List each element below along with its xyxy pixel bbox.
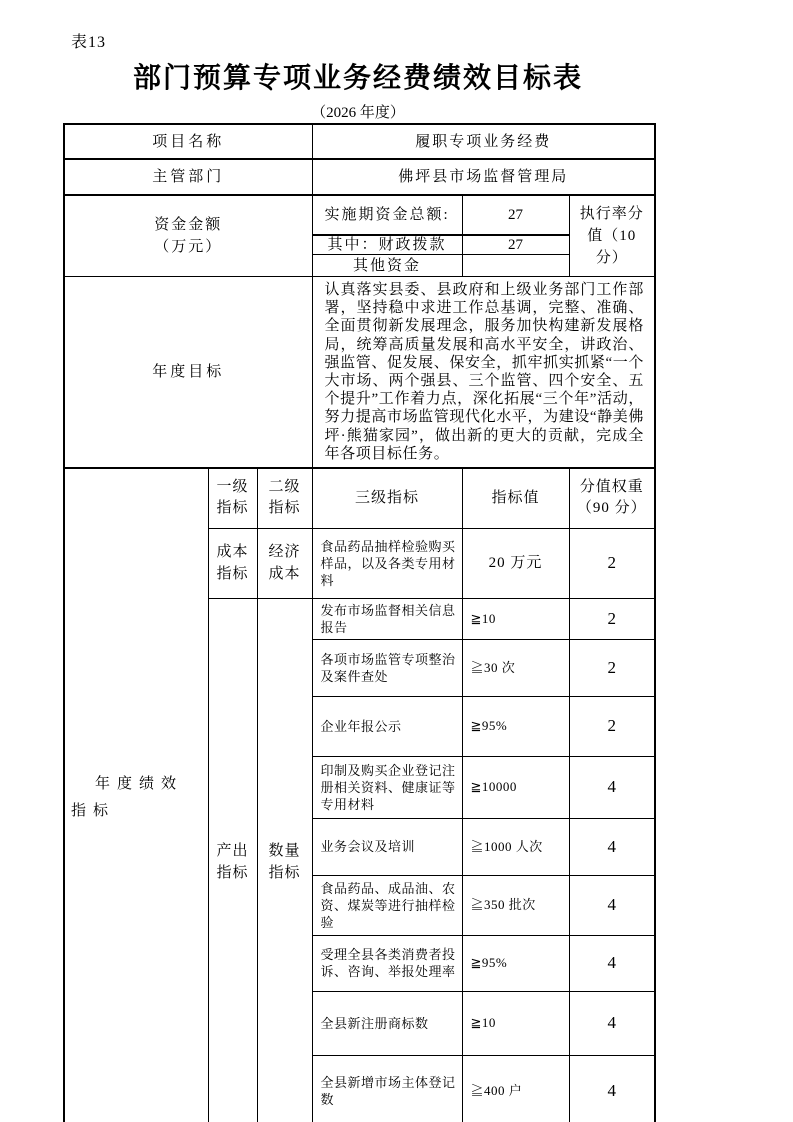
indicator-weight: 4 — [569, 818, 655, 875]
indicator-value: ≧95% — [462, 696, 569, 756]
execution-rate-score-label — [569, 195, 655, 277]
annual-goal-text: 认真落实县委、县政府和上级业务部门工作部署，坚持稳中求进工作总基调，完整、准确、全面贯彻新发展理念，服务加快构建新发展格局，统筹高质量发展和高水平安全，讲政治、强监管、促发展、保安全，抓牢抓实抓紧“一个大市场、两个强县、三个监管、四个安全、五个提升”工作着力点，深化拓展“三个年”活动，努力提高市场监管现代化水平，为建设“静美佛坪·熊猫家园”，做出新的更大的贡献，完成全年各项目标任务。 — [324, 282, 645, 462]
indicator-level3: 企业年报公示 — [312, 696, 462, 756]
performance-section-label: 年度绩效指标 — [71, 775, 184, 819]
fund-fiscal-label: 其中：财政拨款 — [312, 235, 462, 255]
indicator-value: ≧350 批次 — [462, 875, 569, 935]
header-weight — [569, 468, 655, 528]
project-name-value: 履职专项业务经费 — [312, 124, 655, 159]
annual-goal-cell — [312, 277, 655, 469]
header-level1: 一级指标 — [208, 468, 257, 528]
level2-quantity: 数量指标 — [257, 598, 312, 1122]
page-title: 部门预算专项业务经费绩效目标表 — [132, 62, 583, 93]
indicator-value: ≧95% — [462, 935, 569, 991]
indicator-weight: 4 — [569, 875, 655, 935]
project-name-label: 项目名称 — [64, 124, 312, 159]
indicator-value: ≧10 — [462, 991, 569, 1055]
indicator-level3: 印制及购买企业登记注册相关资料、健康证等专用材料 — [312, 756, 462, 818]
fund-total-label: 实施期资金总额: — [312, 195, 462, 235]
indicator-value: ≧1000 人次 — [462, 818, 569, 875]
annual-goal-row — [64, 277, 655, 469]
header-indicator-value: 指标值 — [462, 468, 569, 528]
indicator-value: ≧10 — [462, 598, 569, 639]
fund-amount-label — [64, 195, 312, 277]
indicator-weight: 4 — [569, 756, 655, 818]
indicator-value: ≧10000 — [462, 756, 569, 818]
execution-rate-score-text: 执行率分值（10 分） — [579, 206, 644, 266]
fund-amount-label-text: 资金金额（万元） — [154, 217, 223, 255]
indicator-level3: 业务会议及培训 — [312, 818, 462, 875]
year-subtitle: （2026 年度） — [311, 105, 405, 121]
department-label: 主管部门 — [64, 159, 312, 195]
indicator-level3: 发布市场监督相关信息报告 — [312, 598, 462, 639]
indicator-weight: 4 — [569, 935, 655, 991]
fund-total-row — [64, 195, 655, 235]
indicator-header-row — [64, 468, 655, 528]
indicator-weight: 2 — [569, 639, 655, 696]
project-name-row — [64, 124, 655, 159]
indicator-level3: 全县新注册商标数 — [312, 991, 462, 1055]
fund-other-value — [462, 255, 569, 277]
indicator-level3: 食品药品抽样检验购买样品，以及各类专用材料 — [312, 528, 462, 598]
annual-goal-label: 年度目标 — [64, 277, 312, 469]
header-level2: 二级指标 — [257, 468, 312, 528]
level1-output: 产出指标 — [208, 598, 257, 1122]
indicator-value: ≧400 户 — [462, 1055, 569, 1122]
indicator-level3: 各项市场监管专项整治及案件查处 — [312, 639, 462, 696]
indicator-weight: 2 — [569, 528, 655, 598]
performance-section-cell — [64, 468, 208, 1122]
indicator-weight: 4 — [569, 991, 655, 1055]
indicator-weight: 4 — [569, 1055, 655, 1122]
department-row — [64, 159, 655, 195]
indicator-value: ≧30 次 — [462, 639, 569, 696]
fund-total-value: 27 — [462, 195, 569, 235]
level2-economic-cost: 经济成本 — [257, 528, 312, 598]
indicator-weight: 2 — [569, 598, 655, 639]
fund-other-label: 其他资金 — [312, 255, 462, 277]
table-number-label: 表13 — [71, 34, 107, 51]
performance-target-table — [63, 123, 656, 1122]
indicator-level3: 受理全县各类消费者投诉、咨询、举报处理率 — [312, 935, 462, 991]
header-weight-text: 分值权重（90 分） — [576, 479, 647, 517]
indicator-level3: 全县新增市场主体登记数 — [312, 1055, 462, 1122]
indicator-level3: 食品药品、成品油、农资、煤炭等进行抽样检验 — [312, 875, 462, 935]
level1-cost: 成本指标 — [208, 528, 257, 598]
indicator-value: 20 万元 — [462, 528, 569, 598]
indicator-weight: 2 — [569, 696, 655, 756]
fund-fiscal-value: 27 — [462, 235, 569, 255]
department-value: 佛坪县市场监督管理局 — [312, 159, 655, 195]
header-level3: 三级指标 — [312, 468, 462, 528]
